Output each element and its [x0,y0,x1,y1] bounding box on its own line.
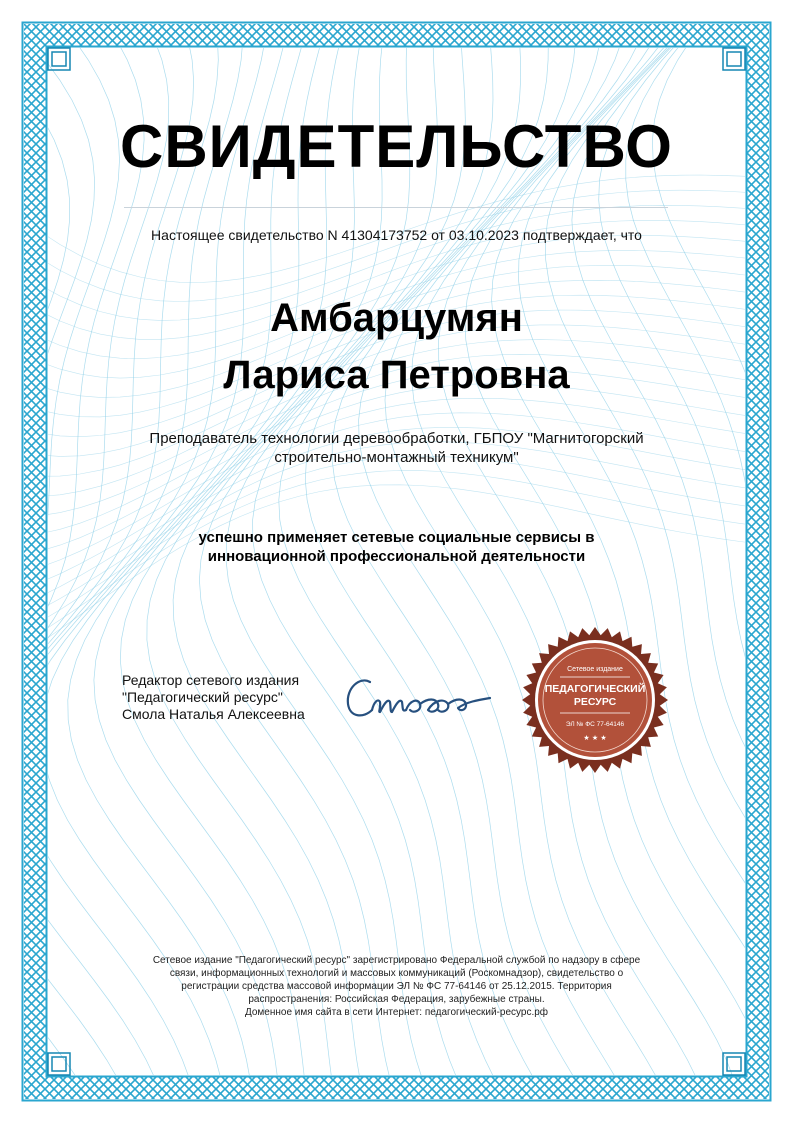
footer-line: Доменное имя сайта в сети Интернет: педагогический-ресурс.рф [244,1007,549,1018]
title-divider [124,207,668,208]
achievement-line: успешно применяет сетевые социальные сервисы в [198,529,595,546]
seal-title-line1: ПЕДАГОГИЧЕСКИЙ [544,683,646,695]
editor-signature [340,668,500,728]
recipient-given-names: Лариса Петровна [223,353,570,397]
certificate-intro: Настоящее свидетельство N 41304173752 от 03.10.2023 подтверждает, что [151,227,642,243]
publication-seal [520,625,670,775]
editor-line: "Педагогический ресурс" [122,689,283,705]
footer-line: Сетевое издание "Педагогический ресурс" зарегистрировано Федеральной службой по надзору в сфере [152,955,641,966]
position-line: строительно-монтажный техникум" [274,449,519,466]
editor-block [122,672,305,723]
recipient-position [110,429,683,467]
achievement-line: инновационной профессиональной деятельности [207,548,586,565]
position-line: Преподаватель технологии деревообработки, ГБПОУ "Магнитогорский [149,430,644,447]
footer-line: регистрации средства массовой информации ЭЛ № ФС 77-64146 от 25.12.2015. Территория [181,981,612,992]
seal-top-text: Сетевое издание [567,666,623,673]
recipient-surname: Амбарцумян [270,296,523,340]
editor-line: Смола Наталья Алексеевна [122,706,305,722]
achievement-text [110,528,683,566]
editor-line: Редактор сетевого издания [122,672,300,688]
footer-line: связи, информационных технологий и массовых коммуникаций (Роскомнадзор), свидетельство о [169,968,624,979]
seal-stars-icon: ★ ★ ★ [583,734,607,742]
footer-line: распространения: Российская Федерация, зарубежные страны. [248,994,545,1005]
certificate-title: СВИДЕТЕЛЬСТВО [120,113,673,180]
seal-registration: ЭЛ № ФС 77-64146 [565,721,625,728]
seal-title-line2: РЕСУРС [573,696,617,708]
footer-legal-text [115,954,678,1019]
